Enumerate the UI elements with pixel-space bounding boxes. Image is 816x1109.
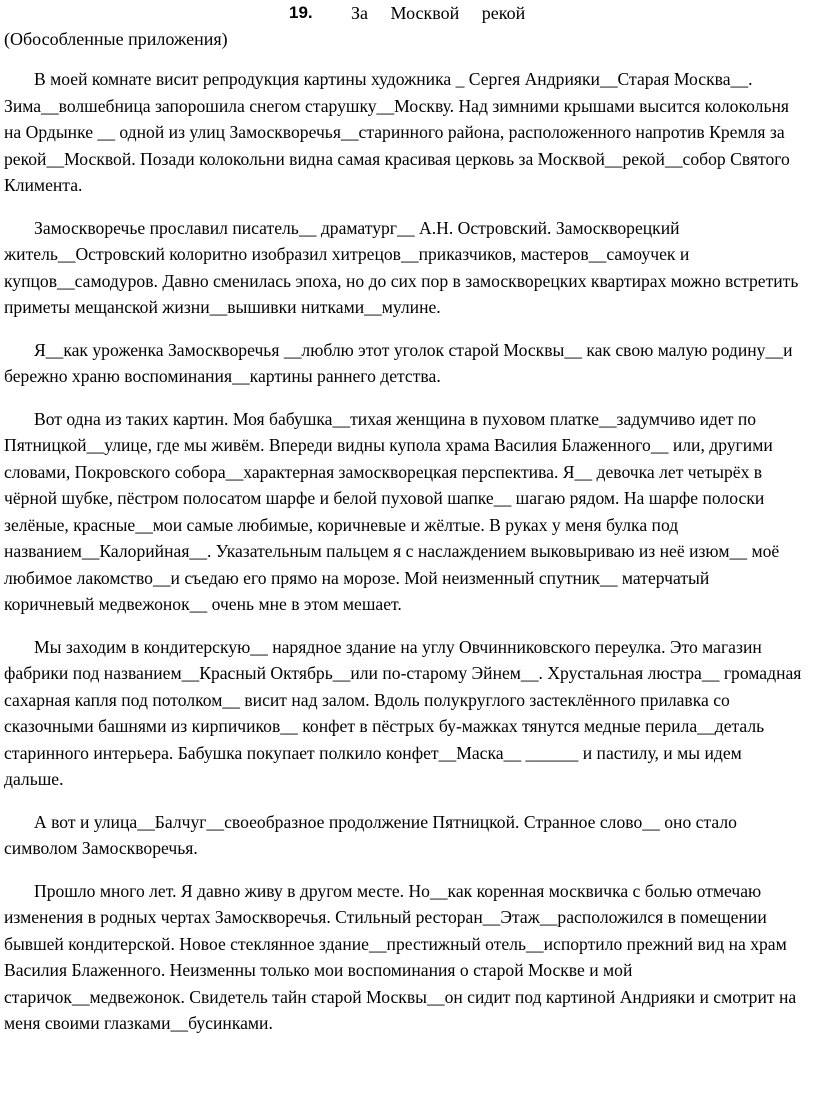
title-line xyxy=(0,0,816,26)
exercise-subtitle: (Обособленные приложения) xyxy=(4,29,228,49)
paragraph-2: Замоскворечье прославил писатель__ драматург__ А.Н. Островский. Замоскворецкий житель__Островский колоритно изобразил хитрецов__приказчиков, мастеров__самоучек и купцов__самодуров. Давно сменилась эпоха, но до сих пор в замоскворецких квартирах можно встретить приметы мещанской жизни__вышивки нитками__мулине. xyxy=(4,217,799,317)
paragraph-3: Я__как уроженка Замоскворечья __люблю этот уголок старой Москвы__ как свою малую родину__и бережно храню воспоминания__картины раннего детства. xyxy=(4,339,793,386)
paragraph-7: Прошло много лет. Я давно живу в другом месте. Но__как коренная москвичка с болью отмечаю изменения в родных чертах Замоскворечья. Стильный ресторан__Этаж__расположился в помещении бывшей кондитерской. Новое стеклянное здание__престижный отель__испортило прежний вид на храм Василия Блаженного. Неизменны только мои воспоминания о старой Москве и мой старичок__медвежонок. Свидетель тайн старой Москвы__он сидит под картиной Андрияки и смотрит на меня своими глазками__бусинками. xyxy=(4,880,797,1033)
paragraph-1: В моей комнате висит репродукция картины художника _ Сергея Андрияки__Старая Москва__. Зима__волшебница запорошила снегом старушку__Москву. Над зимними крышами высится колокольня на Ордынке __ одной из улиц Замоскворечья__старинного района, расположенного напротив Кремля за рекой__Москвой. Позади колокольни видна самая красивая церковь за Москвой__рекой__собор Святого Климента. xyxy=(4,69,790,195)
exercise-text xyxy=(4,66,802,1053)
exercise-number: 19. xyxy=(289,3,313,22)
paragraph-4: Вот одна из таких картин. Моя бабушка__тихая женщина в пуховом платке__задумчиво идет по Пятницкой__улице, где мы живём. Впереди видны купола храма Василия Блаженного__ или, другими словами, Покровского собора__характерная замоскворецкая перспектива. Я__ девочка лет четырёх в чёрной шубке, пёстром полосатом шарфе и белой пуховой шапке__ шагаю рядом. На шарфе полоски зелёные, красные__мои самые любимые, коричневые и жёлтые. В руках у меня булка под названием__Калорийная__. Указательным пальцем я с наслаждением выковыриваю из неё изюм__ моё любимое лакомство__и съедаю его прямо на морозе. Мой неизменный спутник__ матерчатый коричневый медвежонок__ очень мне в этом мешает. xyxy=(4,408,780,614)
paragraph-6: А вот и улица__Балчуг__своеобразное продолжение Пятницкой. Странное слово__ оно стало символом Замоскворечья. xyxy=(4,811,737,858)
paragraph-5: Мы заходим в кондитерскую__ нарядное здание на углу Овчинниковского переулка. Это магазин фабрики под названием__Красный Октябрь__или по-старому Эйнем__. Хрустальная люстра__ громадная сахарная капля под потолком__ висит над залом. Вдоль полукруглого застеклённого прилавка со сказочными башнями из кирпичиков__ конфет в пёстрых бу-мажках тянутся медные перила__деталь старинного интерьера. Бабушка покупает полкило конфет__Маска__ ______ и пастилу, и мы идем дальше. xyxy=(4,636,802,789)
page-title: За Москвой рекой xyxy=(351,3,526,23)
